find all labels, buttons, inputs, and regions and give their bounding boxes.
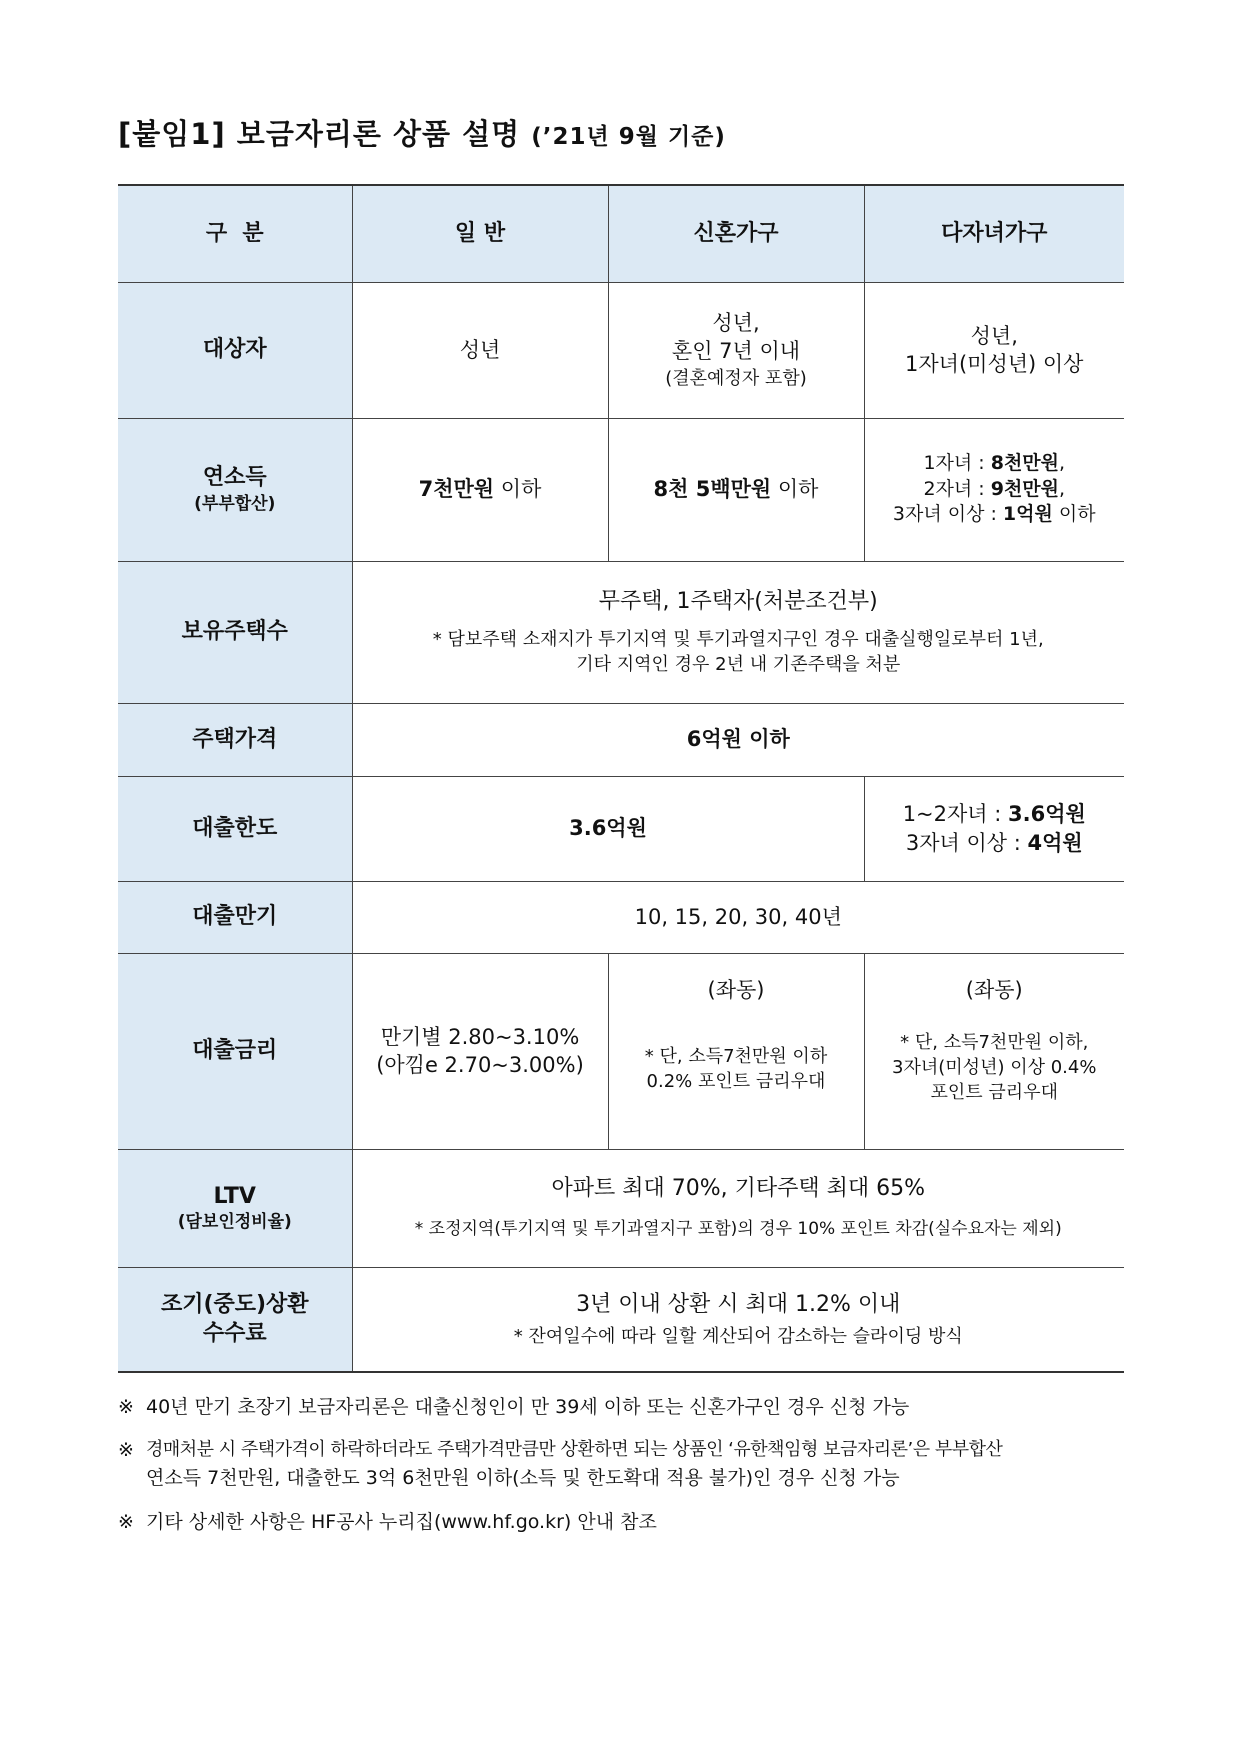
target-general: 성년 (352, 282, 608, 418)
footnote-3-text: 기타 상세한 사항은 HF공사 누리집(www.hf.go.kr) 안내 참조 (146, 1510, 657, 1533)
ltv-main: 아파트 최대 70%, 기타주택 최대 65% (551, 1176, 926, 1202)
houses-note-1: * 담보주택 소재지가 투기지역 및 투기과열지구인 경우 대출실행일로부터 1년, (432, 628, 1044, 650)
ltv-value (352, 1149, 1124, 1267)
limit-general (352, 776, 864, 881)
label-term: 대출만기 (118, 881, 352, 953)
limit-mc-2-amount: 4억원 (1027, 830, 1083, 855)
income-mc-1-post: , (1059, 452, 1066, 475)
income-newlywed-amount: 8천 5백만원 (653, 477, 772, 502)
row-ltv (118, 1149, 1124, 1267)
income-mc-3-post: 이하 (1052, 503, 1096, 526)
footnote-3 (118, 1508, 1128, 1537)
footnotes (118, 1393, 1128, 1551)
target-newlywed-line2: 혼인 7년 이내 (671, 339, 801, 364)
product-table (118, 184, 1124, 1373)
label-target: 대상자 (118, 282, 352, 418)
footnote-mark: ※ (118, 1510, 134, 1533)
price-value (352, 703, 1124, 776)
header-category: 구 분 (118, 185, 352, 282)
label-rate: 대출금리 (118, 953, 352, 1149)
footnote-2-text (146, 1436, 1002, 1493)
footnote-mark: ※ (118, 1396, 134, 1418)
rate-multichild-note-3: 포인트 금리우대 (930, 1082, 1058, 1104)
footnote-2 (118, 1436, 1128, 1493)
page-title (118, 112, 726, 153)
title-main: [붙임1] 보금자리론 상품 설명 (118, 117, 521, 151)
rate-newlywed-note-1: * 단, 소득7천만원 이하 (644, 1045, 828, 1067)
row-houses (118, 561, 1124, 703)
houses-main: 무주택, 1주택자(처분조건부) (598, 588, 878, 614)
rate-general (352, 953, 608, 1149)
target-newlywed-line1: 성년, (712, 311, 760, 336)
limit-general-amount: 3.6억원 (569, 816, 647, 841)
income-newlywed (608, 418, 864, 561)
income-mc-2 (873, 477, 1117, 503)
footnote-1 (118, 1393, 1128, 1422)
row-rate (118, 953, 1124, 1149)
income-mc-2-post: , (1059, 477, 1066, 500)
limit-mc-1-amount: 3.6억원 (1008, 802, 1086, 827)
limit-mc-1-pre: 1~2자녀 : (902, 802, 1009, 827)
rate-general-line2: (아낌e 2.70~3.00%) (376, 1053, 584, 1077)
income-general-suffix: 이하 (494, 477, 542, 502)
income-mc-2-amount: 9천만원 (990, 477, 1060, 500)
fee-main: 3년 이내 상환 시 최대 1.2% 이내 (576, 1291, 901, 1317)
row-income (118, 418, 1124, 561)
header-newlywed: 신혼가구 (608, 185, 864, 282)
target-multichild-line2: 1자녀(미성년) 이상 (905, 352, 1084, 376)
header-row (118, 185, 1124, 282)
row-price (118, 703, 1124, 776)
rate-newlywed (608, 953, 864, 1149)
income-mc-1 (873, 451, 1117, 477)
row-term (118, 881, 1124, 953)
income-mc-3-amount: 1억원 (1002, 503, 1053, 526)
income-newlywed-suffix: 이하 (771, 477, 819, 502)
limit-mc-2 (873, 829, 1117, 857)
income-mc-1-pre: 1자녀 : (923, 452, 991, 475)
rate-multichild-main: (좌동) (965, 977, 1023, 1002)
label-ltv-main: LTV (213, 1183, 256, 1209)
label-limit: 대출한도 (118, 776, 352, 881)
footnote-2-line2: 연소득 7천만원, 대출한도 3억 6천만원 이하(소득 및 한도확대 적용 불가)인 경우 신청 가능 (146, 1467, 900, 1490)
label-fee (118, 1267, 352, 1372)
houses-value (352, 561, 1124, 703)
income-general (352, 418, 608, 561)
label-fee-line2: 수수료 (202, 1321, 267, 1347)
limit-mc-2-pre: 3자녀 이상 : (905, 830, 1028, 855)
row-target (118, 282, 1124, 418)
label-income (118, 418, 352, 561)
footnote-1-text: 40년 만기 초장기 보금자리론은 대출신청인이 만 39세 이하 또는 신혼가구인 경우 신청 가능 (146, 1396, 910, 1418)
rate-multichild (864, 953, 1124, 1149)
income-general-amount: 7천만원 (418, 477, 495, 502)
label-income-sub: (부부합산) (194, 493, 276, 514)
label-income-main: 연소득 (202, 465, 267, 491)
row-fee (118, 1267, 1124, 1372)
term-value: 10, 15, 20, 30, 40년 (352, 881, 1124, 953)
target-newlywed (608, 282, 864, 418)
label-price: 주택가격 (118, 703, 352, 776)
income-mc-3-pre: 3자녀 이상 : (892, 503, 1003, 526)
target-multichild-line1: 성년, (970, 323, 1018, 348)
title-date: (’21년 9월 기준) (531, 124, 726, 150)
label-ltv-sub: (담보인정비율) (177, 1212, 292, 1233)
header-multichild: 다자녀가구 (864, 185, 1124, 282)
income-mc-2-pre: 2자녀 : (923, 477, 991, 500)
houses-note-2: 기타 지역인 경우 2년 내 기존주택을 처분 (576, 653, 901, 675)
target-multichild (864, 282, 1124, 418)
rate-general-line1: 만기별 2.80~3.10% (380, 1024, 580, 1049)
label-houses: 보유주택수 (118, 561, 352, 703)
income-mc-1-amount: 8천만원 (990, 452, 1060, 475)
footnote-2-line1: 경매처분 시 주택가격이 하락하더라도 주택가격만큼만 상환하면 되는 상품인 ‘유한책임형 보금자리론’은 부부합산 (146, 1439, 1003, 1461)
label-ltv (118, 1149, 352, 1267)
label-fee-line1: 조기(중도)상환 (160, 1291, 309, 1317)
rate-newlywed-main: (좌동) (707, 977, 765, 1002)
price-amount: 6억원 이하 (686, 727, 790, 752)
limit-multichild (864, 776, 1124, 881)
limit-mc-1 (873, 800, 1117, 828)
fee-note: * 잔여일수에 따라 일할 계산되어 감소하는 슬라이딩 방식 (513, 1325, 963, 1347)
fee-value (352, 1267, 1124, 1372)
header-general: 일 반 (352, 185, 608, 282)
rate-multichild-note-2: 3자녀(미성년) 이상 0.4% (892, 1057, 1097, 1079)
ltv-note: * 조정지역(투기지역 및 투기과열지구 포함)의 경우 10% 포인트 차감(실수요자는 제외) (414, 1218, 1062, 1239)
row-limit (118, 776, 1124, 881)
income-mc-3 (873, 502, 1117, 528)
footnote-mark: ※ (118, 1439, 134, 1462)
target-newlywed-line3: (결혼예정자 포함) (665, 367, 807, 389)
rate-multichild-note-1: * 단, 소득7천만원 이하, (900, 1031, 1089, 1053)
income-multichild (864, 418, 1124, 561)
rate-newlywed-note-2: 0.2% 포인트 금리우대 (646, 1071, 826, 1093)
